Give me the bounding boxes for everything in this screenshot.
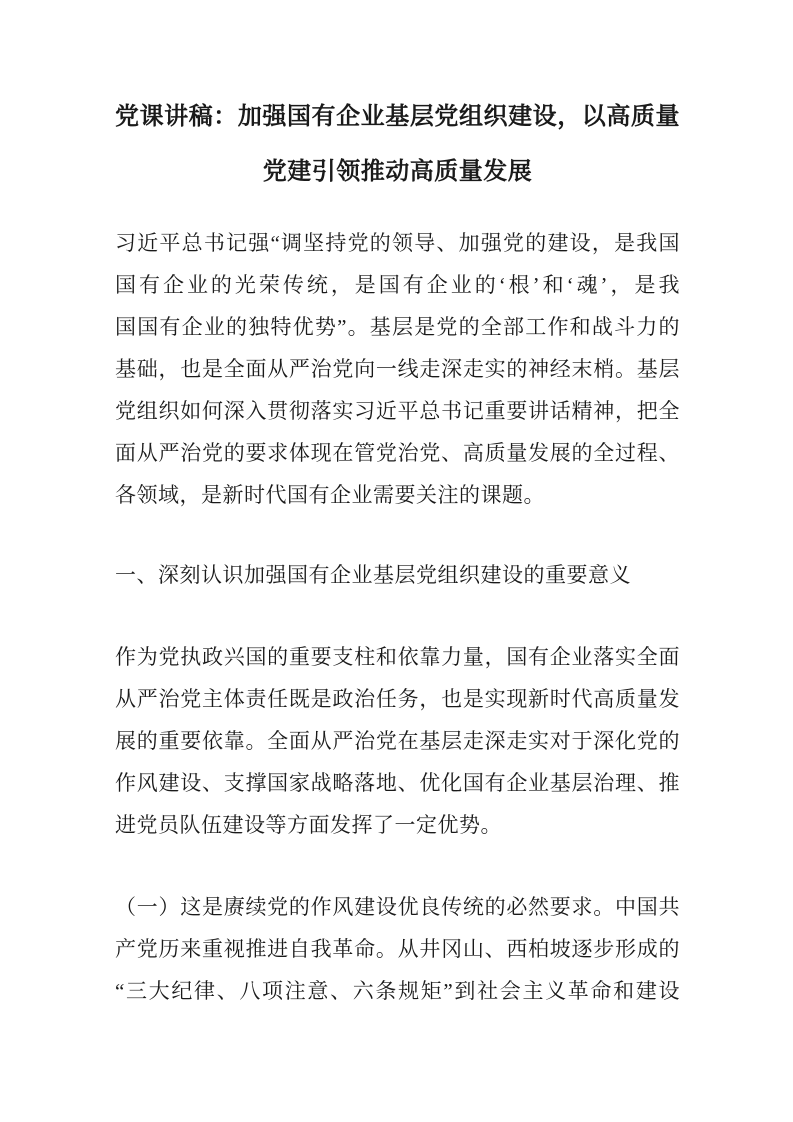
text-line: 各领域，是新时代国有企业需要关注的课题。 <box>115 483 545 507</box>
text-line: 国有企业的光荣传统，是国有企业的‘根’和‘魂’，是我 <box>115 273 680 297</box>
text-line: 作风建设、支撑国家战略落地、优化国有企业基层治理、推 <box>115 771 680 795</box>
paragraph-intro <box>115 222 680 516</box>
text-line: 产党历来重视推进自我革命。从井冈山、西柏坡逐步形成的 <box>115 937 680 961</box>
paragraph-significance <box>115 636 680 846</box>
text-line: 习近平总书记强“调坚持党的领导、加强党的建设，是我国 <box>115 231 680 255</box>
text-line: 国国有企业的独特优势”。基层是党的全部工作和战斗力的 <box>115 315 680 339</box>
section-heading-1 <box>115 554 680 596</box>
title-line-1: 党课讲稿：加强国有企业基层党组织建设，以高质量 <box>115 104 680 130</box>
text-line: “三大纪律、八项注意、六条规矩”到社会主义革命和建设 <box>115 979 680 1003</box>
heading-line: 一、深刻认识加强国有企业基层党组织建设的重要意义 <box>115 563 631 587</box>
text-line: 进党员队伍建设等方面发挥了一定优势。 <box>115 813 502 837</box>
text-line: 作为党执政兴国的重要支柱和依靠力量，国有企业落实全面 <box>115 645 680 669</box>
text-line: （一）这是赓续党的作风建设优良传统的必然要求。中国共 <box>115 895 680 919</box>
title-line-2: 党建引领推动高质量发展 <box>262 159 533 185</box>
paragraph-point-one <box>115 886 680 1012</box>
text-line: 面从严治党的要求体现在管党治党、高质量发展的全过程、 <box>115 441 680 465</box>
text-line: 基础，也是全面从严治党向一线走深走实的神经末梢。基层 <box>115 357 680 381</box>
text-line: 党组织如何深入贯彻落实习近平总书记重要讲话精神，把全 <box>115 399 680 423</box>
text-line: 展的重要依靠。全面从严治党在基层走深走实对于深化党的 <box>115 729 680 753</box>
document-title <box>115 90 680 200</box>
text-line: 从严治党主体责任既是政治任务，也是实现新时代高质量发 <box>115 687 680 711</box>
